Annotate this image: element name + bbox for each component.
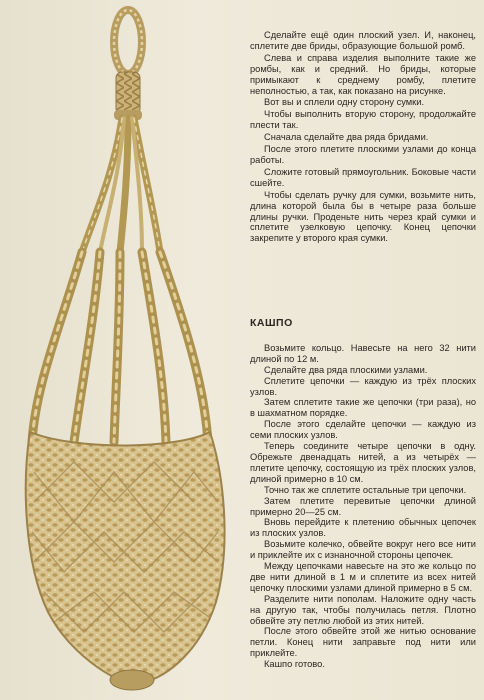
paragraph: Чтобы выполнить вторую сторону, продолжайте плести так. (250, 109, 476, 131)
paragraph: Сделайте ещё один плоский узел. И, наконец, сплетите две бриды, образующие большой ромб. (250, 30, 476, 51)
paragraph: После этого сделайте цепочки — каждую из семи плоских узлов. (250, 419, 476, 441)
paragraph: После этого плетите плоскими узлами до конца работы. (250, 144, 476, 165)
paragraph: Возьмите кольцо. Навесьте на него 32 нити длиной по 12 м. (250, 342, 476, 364)
paragraph: После этого обвейте этой же нитью основание петли. Конец нити заправьте под нити или приклейте. (250, 626, 476, 659)
paragraph: Сложите готовый прямоугольник. Боковые части сшейте. (250, 166, 476, 188)
paragraph: Сначала сделайте два ряда бридами. (264, 132, 429, 143)
paragraph: Теперь соедините четыре цепочки в одну. Обрежьте двенадцать нитей, а из четырёх — плетите цепочку, состоящую из трёх плоских узлов, длиной примерно в 10 см. (250, 441, 476, 484)
basket-net (26, 432, 225, 684)
section-heading: КАШПО (250, 317, 293, 329)
paragraph: Кашпо готово. (264, 659, 325, 670)
paragraph: Слева и справа изделия выполните такие же ромбы, как и средний. Но бриды, которые примыкают к среднему ромбу, плетите неполностью, а так, как показано на рисунке. (250, 52, 476, 96)
paragraph: Возьмите колечко, обвейте вокруг него все нити и приклейте их с изнаночной стороны цепочек. (250, 539, 476, 561)
text-column-top (250, 30, 476, 244)
paragraph: Сплетите цепочки — каждую из трёх плоских узлов. (250, 375, 476, 397)
paragraph: Вот вы и сплели одну сторону сумки. (264, 97, 425, 108)
text-column-bottom (250, 318, 476, 670)
paragraph: Затем сплетите такие же цепочки (три раза), но в шахматном порядке. (250, 397, 476, 419)
paragraph: Вновь перейдите к плетению обычных цепочек из плоских узлов. (250, 517, 476, 539)
paragraph: Сделайте два ряда плоскими узлами. (264, 364, 428, 375)
paragraph: Точно так же сплетите остальные три цепочки. (264, 484, 467, 495)
paragraph: Чтобы сделать ручку для сумки, возьмите нить, длина которой была бы в четыре раза больше длины ручки. Проденьте нить через край сумки и сплетите узелковую цепочку. Конец цепочки закрепите у второго края сумки. (250, 189, 476, 244)
paragraph: Разделите нити пополам. Наложите одну часть на другую так, чтобы получилась петля. Плотно обвейте эту петлю любой из этих нитей. (250, 593, 476, 626)
macrame-planter-illustration (4, 2, 240, 698)
paragraph: Между цепочками навесьте на это же кольцо по две нити длиной в 1 м и сплетите из всех нитей цепочку плоскими узлами длиной примерно в 5 см. (250, 561, 476, 593)
paragraph: Затем плетите перевитые цепочки длиной примерно 20—25 см. (250, 495, 476, 517)
